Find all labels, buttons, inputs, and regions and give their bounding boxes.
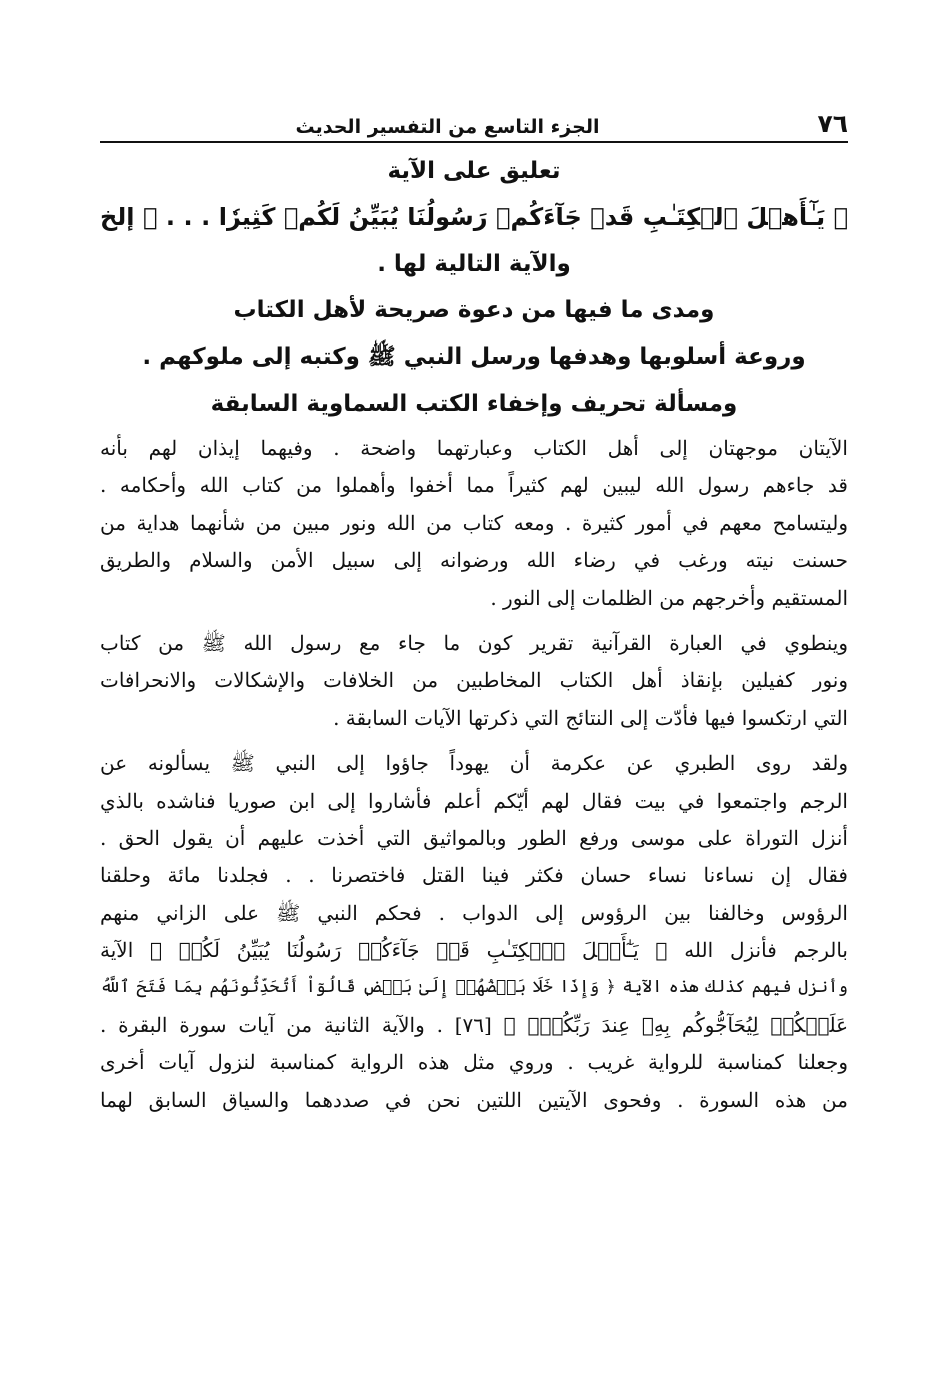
header-rule xyxy=(100,141,848,143)
page-number: ٧٦ xyxy=(817,109,848,138)
heading-line: ومسألة تحريف وإخفاء الكتب السماوية السابقة xyxy=(210,391,738,417)
heading-line: وروعة أسلوبها وهدفها ورسل النبي ﷺ وكتبه إلى ملوكهم . xyxy=(142,344,806,370)
text-line: ونور كفيلين بإنقاذ أهل الكتاب المخاطبين من الخلافات والإشكالات والانحرافات xyxy=(100,668,849,693)
text-line: حسنت نيته ورغب في رضاء الله ورضوانه إلى سبيل الأمن والسلام والطريق xyxy=(100,548,848,573)
paragraph-gap xyxy=(100,737,848,745)
text-line: بالرجم فأنزل الله ﴿ يَـٰٓأَهۡلَ ٱلۡكِتَـٰبِ قَدۡ جَآءَكُمۡ رَسُولُنَا يُبَيِّنُ لَكُمۡ ﴾ الآية xyxy=(100,938,848,963)
text-line: وجعلنا كمناسبة للرواية غريب . وروي مثل هذه الرواية كمناسبة لنزول آيات أخرى xyxy=(100,1050,848,1075)
text-line: وينطوي في العبارة القرآنية تقرير كون ما جاء مع رسول الله ﷺ من كتاب xyxy=(100,630,848,655)
section-heading xyxy=(100,150,848,428)
heading-verse: ﴿ يَـٰٓأَهۡلَ ٱلۡكِتَـٰبِ قَدۡ جَآءَكُمۡ رَسُولُنَا يُبَيِّنُ لَكُمۡ كَثِيرٗا . . . ﴾ إلخ xyxy=(100,203,848,231)
text-line: من هذه السورة . وفحوى الآيتين اللتين نحن في صددهما والسياق السابق لهما xyxy=(100,1087,848,1112)
heading-title: تعليق على الآية xyxy=(387,158,561,184)
text-line: المستقيم وأخرجهم من الظلمات إلى النور . xyxy=(490,585,848,610)
body-text xyxy=(100,430,848,1119)
text-line: أنزل التوراة على موسى ورفع الطور وبالمواثيق التي أخذت عليهم أن يقول الحق . xyxy=(100,825,848,850)
paragraph-2 xyxy=(100,625,848,737)
text-line: ولقد روى الطبري عن عكرمة أن يهوداً جاؤوا إلى النبي ﷺ يسألونه عن xyxy=(100,751,848,776)
text-line: وليتسامح معهم في أمور كثيرة . ومعه كتاب من الله ونور مبين من شأنهما هداية من xyxy=(100,510,848,535)
text-line: قد جاءهم رسول الله ليبين لهم كثيراً مما أخفوا وأهملوا من كتاب الله وأحكامه . xyxy=(100,473,848,498)
text-line: الآيتان موجهتان إلى أهل الكتاب وعبارتهما واضحة . وفيهما إيذان لهم بأنه xyxy=(100,436,848,460)
paragraph-3 xyxy=(100,745,848,1119)
text-line: فقال إن نساءنا نساء حسان فكثر فينا القتل فاختصرنا . . فجلدنا مائة وحلقنا xyxy=(100,863,848,888)
text-line: الرجم واجتمعوا في بيت فقال لهم أيّكم أعلم فأشاروا إلى ابن صوريا فناشده بالذي xyxy=(100,788,848,813)
paragraph-1 xyxy=(100,430,848,617)
heading-line: والآية التالية لها . xyxy=(377,251,571,277)
page-header xyxy=(100,104,848,138)
running-head: الجزء التاسع من التفسير الحديث xyxy=(295,116,600,138)
text-line: الرؤوس وخالفنا بين الرؤوس إلى الدواب . فحكم النبي ﷺ على الزاني منهم xyxy=(100,900,848,925)
text-line: التي ارتكسوا فيها فأدّت إلى النتائج التي ذكرتها الآيات السابقة . xyxy=(333,705,848,730)
text-line: عَلَيۡكُمۡ لِيُحَآجُّوكُم بِهِۦ عِندَ رَبِّكُمۡۚ ﴾ [٧٦] . والآية الثانية من آيات سورة البقرة . xyxy=(100,1012,848,1037)
text-line: وأنزل فيهم كذلك هذه الآية ﴿ وَإِذَا خَلَا بَعۡضُهُمۡ إِلَىٰ بَعۡضٖ قَالُوٓاْ أَتُحَدِّثُونَهُم بِمَا فَتَحَ ٱللَّهُ xyxy=(100,977,848,998)
heading-line: ومدى ما فيها من دعوة صريحة لأهل الكتاب xyxy=(233,297,715,323)
paragraph-gap xyxy=(100,617,848,625)
